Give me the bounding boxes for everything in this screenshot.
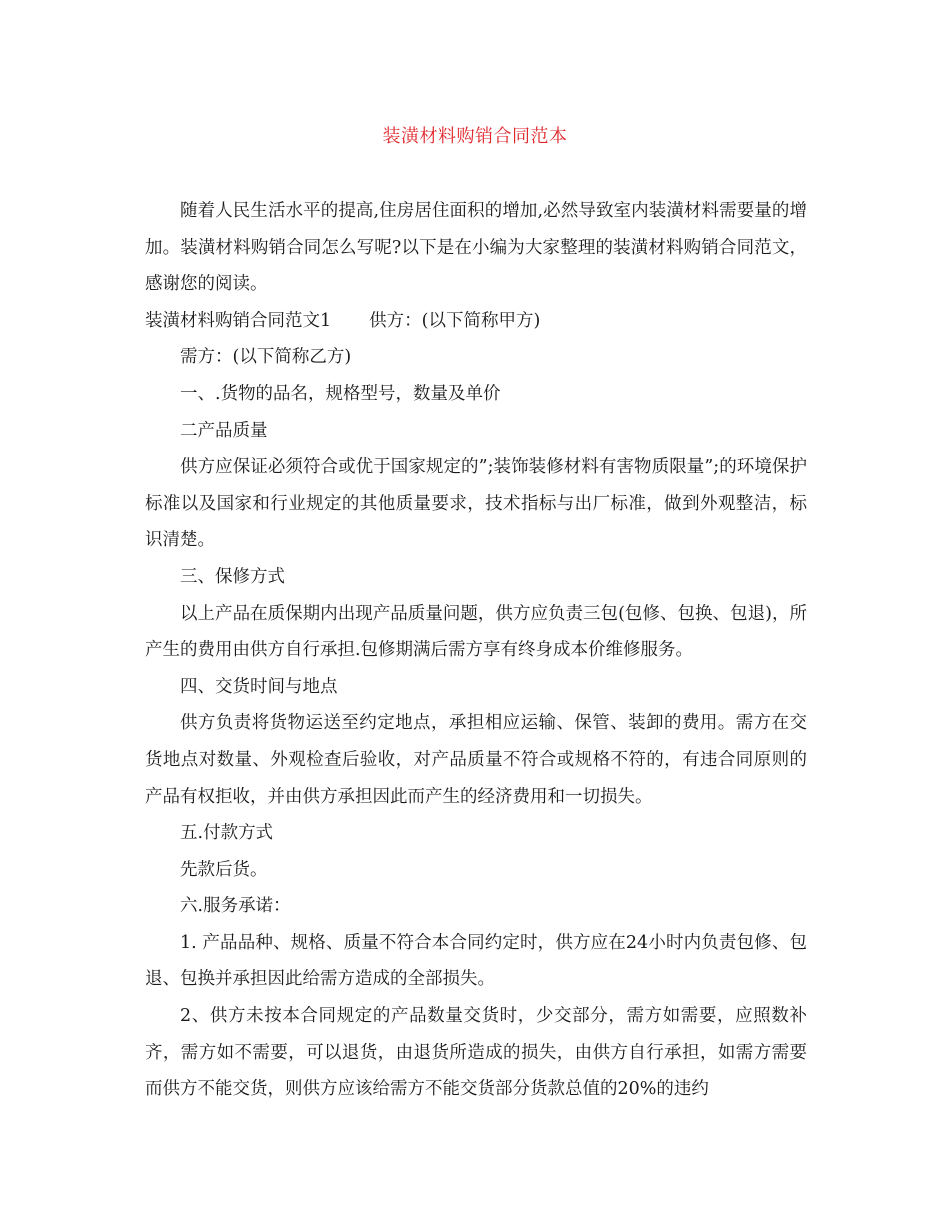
contract-sample-title: 装潢材料购销合同范文1: [145, 310, 332, 331]
section-heading-payment: 五.付款方式: [180, 823, 274, 844]
section-heading-delivery: 四、交货时间与地点: [180, 676, 338, 697]
contract-heading-line: [145, 303, 807, 340]
supplier-label: 供方：(以下简称甲方): [369, 310, 541, 331]
quality-paragraph: 供方应保证必须符合或优于国家规定的”;装饰装修材料有害物质限量”;的环境保护标准以及国家和行业规定的其他质量要求，技术指标与出厂标准，做到外观整洁，标识清楚。: [145, 457, 807, 551]
section-heading-warranty: 三、保修方式: [180, 566, 285, 587]
service-item-2: 2、供方未按本合同规定的产品数量交货时，少交部分，需方如需要，应照数补齐，需方如不需要，可以退货，由退货所造成的损失，由供方自行承担，如需方需要而供方不能交货，则供方应该给需方不能交货部分货款总值的20%的违约: [145, 1006, 807, 1100]
section-heading-quality: 二产品质量: [180, 420, 268, 441]
payment-paragraph: 先款后货。: [180, 859, 268, 880]
intro-paragraph: 随着人民生活水平的提高,住房居住面积的增加,必然导致室内装潢材料需要量的增加。装潢材料购销合同怎么写呢?以下是在小编为大家整理的装潢材料购销合同范文，感谢您的阅读。: [145, 201, 807, 295]
delivery-paragraph: 供方负责将货物运送至约定地点，承担相应运输、保管、装卸的费用。需方在交货地点对数量、外观检查后验收，对产品质量不符合或规格不符的，有违合同原则的产品有权拒收，并由供方承担因此而产生的经济费用和一切损失。: [145, 713, 807, 807]
buyer-label: 需方：(以下简称乙方): [180, 347, 352, 368]
warranty-paragraph: 以上产品在质保期内出现产品质量问题，供方应负责三包(包修、包换、包退)，所产生的费用由供方自行承担.包修期满后需方享有终身成本价维修服务。: [145, 603, 807, 661]
section-heading-goods: 一、.货物的品名，规格型号，数量及单价: [180, 383, 501, 404]
document-title: 装潢材料购销合同范本: [382, 126, 568, 147]
section-heading-service: 六.服务承诺：: [180, 896, 291, 917]
document-body: [145, 193, 807, 1108]
service-item-1: 1. 产品品种、规格、质量不符合本合同约定时，供方应在24小时内负责包修、包退、包换并承担因此给需方造成的全部损失。: [145, 932, 807, 990]
